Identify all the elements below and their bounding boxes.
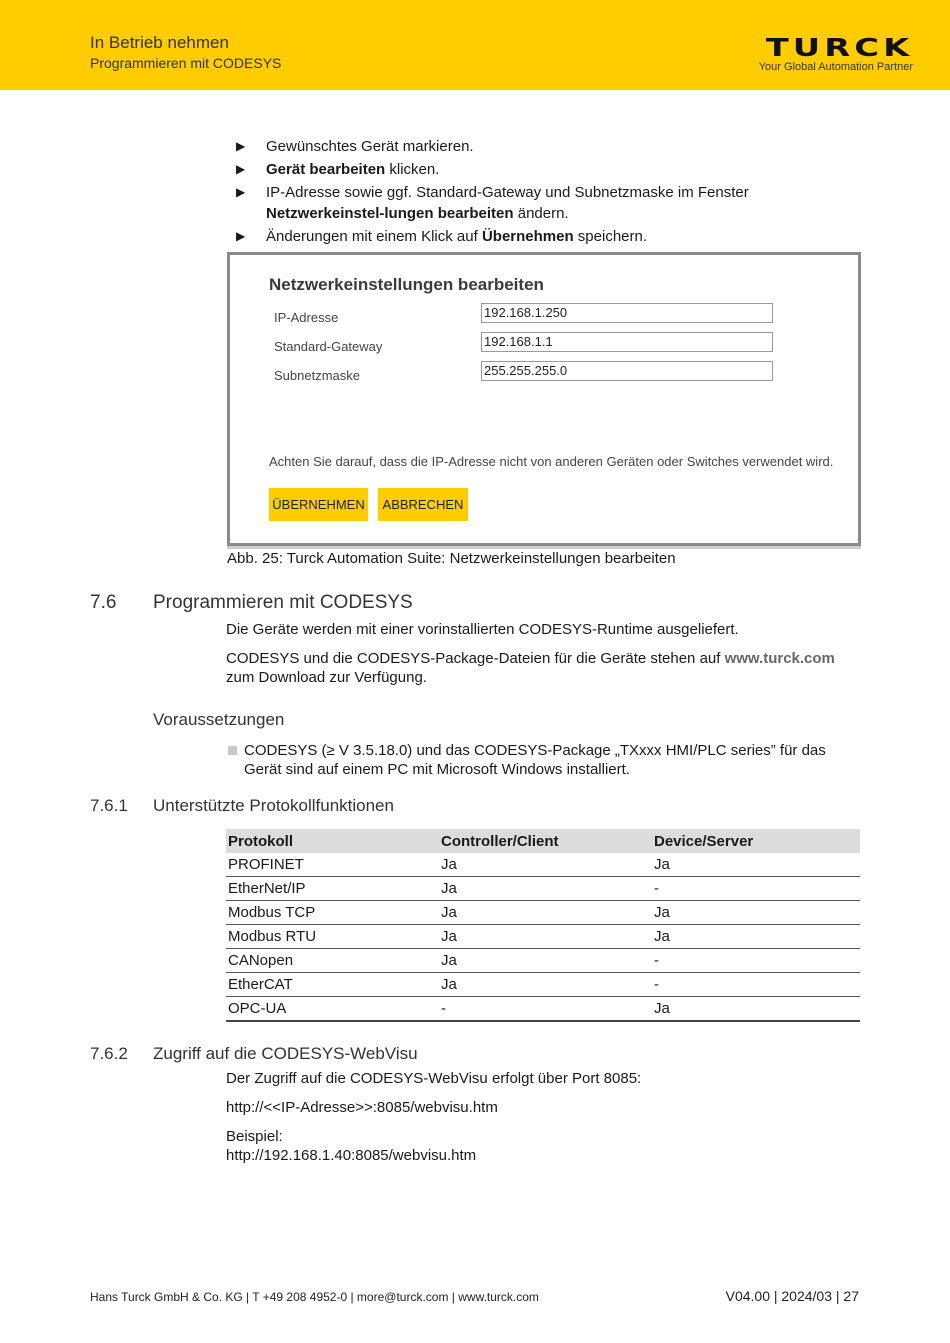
table-cell: - (439, 997, 652, 1022)
table-cell: - (652, 973, 860, 997)
step-bold-text: Übernehmen (481, 228, 574, 245)
table-header: Protokoll (226, 829, 439, 853)
subsection-title: Zugriff auf die CODESYS-WebVisu (153, 1044, 418, 1063)
download-paragraph (226, 649, 860, 687)
turck-logo: TURCK (765, 33, 913, 62)
table-cell: Ja (439, 877, 652, 901)
table-cell: - (652, 949, 860, 973)
table-header-row (226, 829, 860, 853)
table-cell: Ja (652, 901, 860, 925)
example-label: Beispiel: (226, 1128, 283, 1145)
step-text: Gewünschtes Gerät markieren. (266, 138, 474, 155)
table-cell: CANopen (226, 949, 439, 973)
table-row (226, 949, 860, 973)
cancel-button[interactable]: ABBRECHEN (378, 488, 468, 521)
arrow-bullet-icon: ▶ (236, 185, 246, 199)
table-header: Device/Server (652, 829, 860, 853)
apply-button[interactable]: ÜBERNEHMEN (269, 488, 368, 521)
square-bullet-icon (228, 746, 237, 755)
table-row (226, 925, 860, 949)
page-header (0, 0, 950, 90)
gateway-field[interactable]: 192.168.1.1 (481, 332, 773, 352)
table-cell: Ja (439, 853, 652, 877)
footer-version: V04.00 | 2024/03 | 27 (725, 1288, 859, 1304)
logo-tagline: Your Global Automation Partner (758, 61, 913, 73)
step-text: klicken. (385, 161, 440, 178)
table-cell: Ja (439, 925, 652, 949)
table-cell: Ja (439, 973, 652, 997)
table-cell: Modbus TCP (226, 901, 439, 925)
step-text: IP-Adresse sowie ggf. Standard-Gateway und Subnetzmaske im Fenster (266, 184, 749, 201)
table-cell: Modbus RTU (226, 925, 439, 949)
instruction-steps (234, 136, 860, 249)
table-cell: EtherNet/IP (226, 877, 439, 901)
footer-contact: Hans Turck GmbH & Co. KG | T +49 208 4952-0 | more@turck.com | www.turck.com (90, 1290, 539, 1304)
table-row (226, 877, 860, 901)
figure-note: Achten Sie darauf, dass die IP-Adresse nicht von anderen Geräten oder Switches verwendet wird. (269, 454, 834, 469)
gateway-label: Standard-Gateway (274, 339, 383, 354)
prerequisites-heading: Voraussetzungen (153, 710, 285, 729)
download-text-before: CODESYS und die CODESYS-Package-Dateien für die Geräte stehen auf (226, 650, 725, 667)
table-cell: OPC-UA (226, 997, 439, 1022)
table-cell: Ja (652, 853, 860, 877)
protocol-table (226, 829, 860, 1022)
subnet-mask-label: Subnetzmaske (274, 368, 360, 383)
section-title: Programmieren mit CODESYS (153, 592, 413, 613)
figure-caption: Abb. 25: Turck Automation Suite: Netzwerkeinstellungen bearbeiten (227, 550, 676, 567)
example-url: http://192.168.1.40:8085/webvisu.htm (226, 1147, 477, 1164)
table-cell: Ja (652, 997, 860, 1022)
header-chapter: In Betrieb nehmen (90, 33, 229, 52)
step-text: speichern. (573, 228, 648, 245)
table-row (226, 901, 860, 925)
webvisu-url-template: http://<<IP-Adresse>>:8085/webvisu.htm (226, 1099, 498, 1116)
step-bold-text: Netzwerkeinstel-lungen bearbeiten (266, 205, 514, 222)
table-cell: EtherCAT (226, 973, 439, 997)
subsection-number: 7.6.2 (90, 1044, 128, 1063)
network-settings-figure (227, 252, 861, 546)
subnet-mask-field[interactable]: 255.255.255.0 (481, 361, 773, 381)
instruction-step (234, 226, 860, 247)
table-cell: Ja (652, 925, 860, 949)
section-number: 7.6 (90, 592, 117, 613)
header-section: Programmieren mit CODESYS (90, 55, 282, 71)
subsection-title: Unterstützte Protokollfunktionen (153, 796, 394, 815)
table-cell: PROFINET (226, 853, 439, 877)
ip-address-field[interactable]: 192.168.1.250 (481, 303, 773, 323)
instruction-step (234, 182, 860, 224)
figure-title: Netzwerkeinstellungen bearbeiten (269, 275, 544, 294)
section-paragraph: Die Geräte werden mit einer vorinstallierten CODESYS-Runtime ausgeliefert. (226, 621, 739, 638)
table-cell: Ja (439, 949, 652, 973)
table-row (226, 853, 860, 877)
step-text: Änderungen mit einem Klick auf (266, 228, 482, 245)
table-header: Controller/Client (439, 829, 652, 853)
webvisu-paragraph: Der Zugriff auf die CODESYS-WebVisu erfolgt über Port 8085: (226, 1070, 642, 1087)
step-text: ändern. (513, 205, 569, 222)
download-text-after: zum Download zur Verfügung. (226, 669, 427, 686)
arrow-bullet-icon: ▶ (236, 229, 246, 243)
table-row (226, 997, 860, 1022)
instruction-step (234, 159, 860, 180)
arrow-bullet-icon: ▶ (236, 139, 246, 153)
instruction-step (234, 136, 860, 157)
step-bold-text: Gerät bearbeiten (266, 161, 386, 178)
table-row (226, 973, 860, 997)
table-cell: Ja (439, 901, 652, 925)
table-cell: - (652, 877, 860, 901)
turck-website-link[interactable]: www.turck.com (724, 650, 835, 667)
subsection-number: 7.6.1 (90, 796, 128, 815)
ip-address-label: IP-Adresse (274, 310, 339, 325)
arrow-bullet-icon: ▶ (236, 162, 246, 176)
prerequisite-item: CODESYS (≥ V 3.5.18.0) und das CODESYS-Package „TXxxx HMI/PLC series” für das Gerät sind auf einem PC mit Microsoft Windows installiert. (244, 742, 826, 778)
